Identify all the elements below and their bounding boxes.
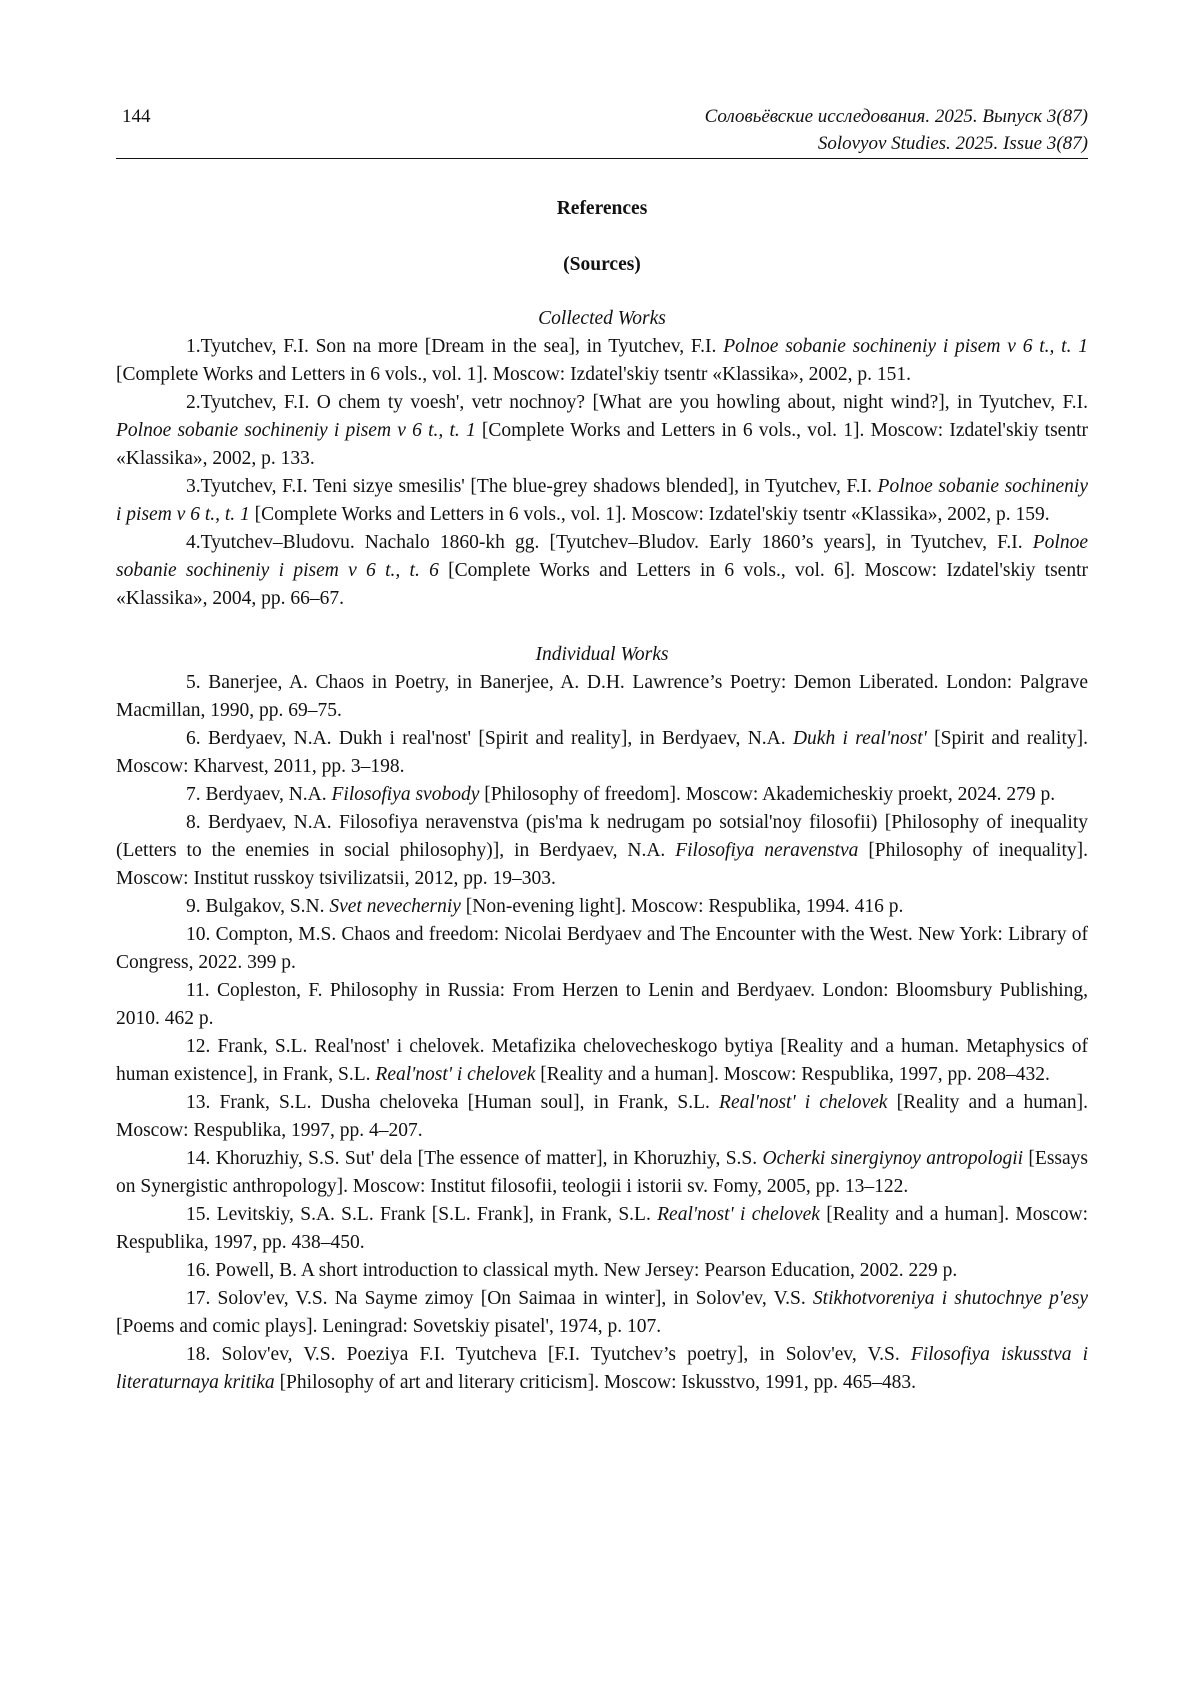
- reference-text: 7. Berdyaev, N.A.: [186, 784, 332, 805]
- reference-text: 12. Frank, S.L. Real'nost' i chelovek. Metafizika chelovecheskogo bytiya [Reality and a human. Metaphysics of human existence], in Frank, S.L.: [116, 1036, 1088, 1085]
- reference-title-italic: Filosofiya neravenstva: [675, 840, 859, 861]
- reference-text: 18. Solov'ev, V.S. Poeziya F.I. Tyutcheva [F.I. Tyutchev’s poetry], in Solov'ev, V.S.: [186, 1344, 911, 1365]
- reference-text: 3.Tyutchev, F.I. Teni sizye smesilis' [The blue-grey shadows blended], in Tyutchev, F.I.: [186, 476, 878, 497]
- reference-title-italic: Real'nost' i chelovek: [375, 1064, 536, 1085]
- reference-text: [Spirit and reality]. Moscow: Kharvest, 2011, pp. 3–198.: [116, 728, 1088, 777]
- reference-text: [Complete Works and Letters in 6 vols., vol. 1]. Moscow: Izdatel'skiy tsentr «Klassika», 2002, p. 133.: [116, 420, 1088, 469]
- reference-text: 11. Copleston, F. Philosophy in Russia: From Herzen to Lenin and Berdyaev. London: Bloomsbury Publishing, 2010. 462 p.: [116, 980, 1088, 1029]
- reference-title-italic: Real'nost' i chelovek: [657, 1204, 820, 1225]
- reference-title-italic: Dukh i real'nost': [792, 728, 927, 749]
- journal-title-en: Solovyov Studies. 2025. Issue 3(87): [817, 133, 1088, 154]
- reference-title-italic: Polnoe sobanie sochineniy i pisem v 6 t., t. 1: [116, 476, 1088, 525]
- section-collected-works: [116, 305, 1088, 613]
- reference-entry: [116, 725, 1088, 781]
- reference-title-italic: Polnoe sobanie sochineniy i pisem v 6 t., t. 1: [723, 336, 1088, 357]
- reference-entry: [116, 921, 1088, 977]
- reference-list: [116, 333, 1088, 613]
- page-number: 144: [122, 106, 151, 127]
- reference-title-italic: Filosofiya iskusstva i literaturnaya kritika: [116, 1344, 1089, 1393]
- reference-entry: [116, 1089, 1088, 1145]
- reference-entry: [116, 977, 1088, 1033]
- reference-text: 8. Berdyaev, N.A. Filosofiya neravenstva (pis'ma k nedrugam po sotsial'noy filosofii) [Philosophy of inequality (Letters to the enemies in social philosophy)], in Berdyaev, N.A.: [116, 812, 1088, 861]
- reference-text: 9. Bulgakov, S.N.: [186, 896, 330, 917]
- reference-entry: [116, 1257, 1088, 1285]
- journal-title: [705, 103, 1088, 157]
- reference-text: [Philosophy of art and literary criticism]. Moscow: Iskusstvo, 1991, pp. 465–483.: [274, 1372, 916, 1393]
- reference-text: 14. Khoruzhiy, S.S. Sut' dela [The essence of matter], in Khoruzhiy, S.S.: [186, 1148, 763, 1169]
- reference-text: 13. Frank, S.L. Dusha cheloveka [Human soul], in Frank, S.L.: [186, 1092, 720, 1113]
- reference-entry: [116, 1285, 1088, 1341]
- section-individual-works: [116, 641, 1088, 1397]
- header-rule: [116, 158, 1088, 159]
- reference-title-italic: Filosofiya svobody: [331, 784, 480, 805]
- reference-text: [Poems and comic plays]. Leningrad: Sovetskiy pisatel', 1974, p. 107.: [116, 1316, 662, 1337]
- reference-text: 16. Powell, B. A short introduction to classical myth. New Jersey: Pearson Education, 2002. 229 p.: [186, 1260, 958, 1281]
- reference-title-italic: Real'nost' i chelovek: [719, 1092, 888, 1113]
- reference-text: 15. Levitskiy, S.A. S.L. Frank [S.L. Frank], in Frank, S.L.: [186, 1204, 658, 1225]
- reference-entry: [116, 389, 1088, 473]
- reference-text: 2.Tyutchev, F.I. O chem ty voesh', vetr nochnoy? [What are you howling about, night wind?], in Tyutchev, F.I.: [186, 392, 1088, 413]
- reference-text: [Complete Works and Letters in 6 vols., vol. 6]. Moscow: Izdatel'skiy tsentr «Klassika», 2004, pp. 66–67.: [116, 560, 1088, 609]
- reference-entry: [116, 1145, 1088, 1201]
- reference-entry: [116, 473, 1088, 529]
- running-header: [116, 98, 1088, 158]
- reference-entry: [116, 1201, 1088, 1257]
- reference-text: 4.Tyutchev–Bludovu. Nachalo 1860-kh gg. [Tyutchev–Bludov. Early 1860’s years], in Tyutchev, F.I.: [186, 532, 1033, 553]
- reference-title-italic: Svet nevecherniy: [329, 896, 461, 917]
- sources-heading: (Sources): [563, 254, 641, 275]
- journal-title-ru: Соловьёвские исследования. 2025. Выпуск 3(87): [704, 106, 1088, 127]
- reference-title-italic: Polnoe sobanie sochineniy i pisem v 6 t., t. 1: [116, 420, 476, 441]
- reference-text: [Non-evening light]. Moscow: Respublika, 1994. 416 p.: [460, 896, 904, 917]
- reference-text: 5. Banerjee, A. Chaos in Poetry, in Banerjee, A. D.H. Lawrence’s Poetry: Demon Liberated. London: Palgrave Macmillan, 1990, pp. 69–75.: [116, 672, 1088, 721]
- reference-entry: [116, 1341, 1088, 1397]
- reference-entry: [116, 669, 1088, 725]
- references-heading: References: [556, 198, 648, 219]
- reference-text: [Reality and a human]. Moscow: Respublika, 1997, pp. 4–207.: [116, 1092, 1088, 1141]
- reference-list: [116, 669, 1088, 1397]
- reference-entry: [116, 781, 1088, 809]
- reference-title-italic: Polnoe sobanie sochineniy i pisem v 6 t., t. 6: [116, 532, 1088, 581]
- reference-text: [Reality and a human]. Moscow: Respublika, 1997, pp. 438–450.: [116, 1204, 1088, 1253]
- reference-text: 10. Compton, M.S. Chaos and freedom: Nicolai Berdyaev and The Encounter with the West. New York: Library of Congress, 2022. 399 p.: [116, 924, 1088, 973]
- reference-text: [Complete Works and Letters in 6 vols., vol. 1]. Moscow: Izdatel'skiy tsentr «Klassika», 2002, p. 159.: [249, 504, 1050, 525]
- reference-text: [Essays on Synergistic anthropology]. Moscow: Institut filosofii, teologii i istorii sv. Fomy, 2005, pp. 13–122.: [116, 1148, 1089, 1197]
- reference-entry: [116, 809, 1088, 893]
- section-title: Collected Works: [538, 308, 666, 329]
- reference-text: 17. Solov'ev, V.S. Na Sayme zimoy [On Saimaa in winter], in Solov'ev, V.S.: [186, 1288, 813, 1309]
- reference-entry: [116, 1033, 1088, 1089]
- page: [116, 98, 1088, 1397]
- reference-entry: [116, 529, 1088, 613]
- reference-entry: [116, 893, 1088, 921]
- reference-text: 1.Tyutchev, F.I. Son na more [Dream in the sea], in Tyutchev, F.I.: [186, 336, 724, 357]
- reference-text: 6. Berdyaev, N.A. Dukh i real'nost' [Spirit and reality], in Berdyaev, N.A.: [186, 728, 793, 749]
- reference-title-italic: Stikhotvoreniya i shutochnye p'esy: [812, 1288, 1088, 1309]
- reference-text: [Complete Works and Letters in 6 vols., vol. 1]. Moscow: Izdatel'skiy tsentr «Klassika», 2002, p. 151.: [116, 364, 912, 385]
- reference-title-italic: Ocherki sinergiynoy antropologii: [762, 1148, 1024, 1169]
- reference-text: [Philosophy of inequality]. Moscow: Institut russkoy tsivilizatsii, 2012, pp. 19–303.: [116, 840, 1088, 889]
- section-title: Individual Works: [535, 644, 669, 665]
- reference-entry: [116, 333, 1088, 389]
- reference-text: [Philosophy of freedom]. Moscow: Akademicheskiy proekt, 2024. 279 p.: [479, 784, 1056, 805]
- reference-text: [Reality and a human]. Moscow: Respublika, 1997, pp. 208–432.: [535, 1064, 1050, 1085]
